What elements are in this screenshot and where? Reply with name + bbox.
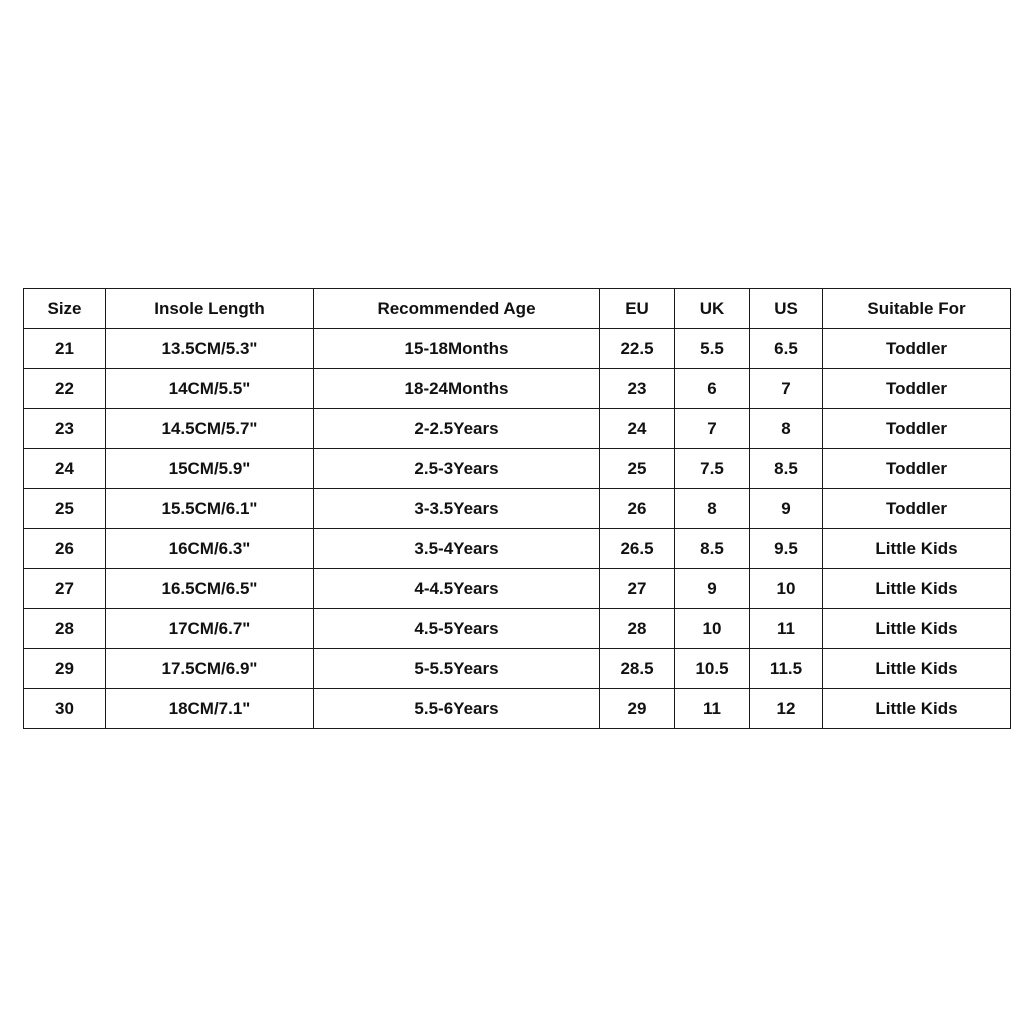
table-row: [24, 649, 1011, 689]
header-us: US: [750, 289, 823, 329]
cell-us: 9: [750, 489, 823, 529]
cell-size: 26: [24, 529, 106, 569]
header-uk: UK: [675, 289, 750, 329]
table-row: [24, 569, 1011, 609]
cell-eu: 27: [600, 569, 675, 609]
cell-recommended-age: 4-4.5Years: [314, 569, 600, 609]
header-suitable-for: Suitable For: [823, 289, 1011, 329]
header-insole-length: Insole Length: [106, 289, 314, 329]
cell-recommended-age: 3-3.5Years: [314, 489, 600, 529]
cell-suitable-for: Toddler: [823, 449, 1011, 489]
cell-insole-length: 17CM/6.7": [106, 609, 314, 649]
cell-eu: 26.5: [600, 529, 675, 569]
table-row: [24, 369, 1011, 409]
cell-suitable-for: Toddler: [823, 409, 1011, 449]
cell-insole-length: 14.5CM/5.7": [106, 409, 314, 449]
cell-recommended-age: 5-5.5Years: [314, 649, 600, 689]
cell-eu: 28.5: [600, 649, 675, 689]
cell-size: 23: [24, 409, 106, 449]
cell-eu: 25: [600, 449, 675, 489]
cell-suitable-for: Little Kids: [823, 569, 1011, 609]
cell-insole-length: 13.5CM/5.3": [106, 329, 314, 369]
cell-uk: 5.5: [675, 329, 750, 369]
cell-size: 27: [24, 569, 106, 609]
cell-us: 11.5: [750, 649, 823, 689]
cell-insole-length: 16CM/6.3": [106, 529, 314, 569]
cell-uk: 11: [675, 689, 750, 729]
cell-size: 22: [24, 369, 106, 409]
table-row: [24, 689, 1011, 729]
size-chart-table: [23, 288, 1011, 729]
cell-us: 12: [750, 689, 823, 729]
cell-suitable-for: Little Kids: [823, 609, 1011, 649]
cell-eu: 29: [600, 689, 675, 729]
cell-us: 7: [750, 369, 823, 409]
cell-size: 29: [24, 649, 106, 689]
cell-us: 11: [750, 609, 823, 649]
cell-suitable-for: Toddler: [823, 489, 1011, 529]
table-row: [24, 609, 1011, 649]
cell-uk: 9: [675, 569, 750, 609]
table-row: [24, 449, 1011, 489]
cell-us: 10: [750, 569, 823, 609]
table-row: [24, 529, 1011, 569]
cell-eu: 26: [600, 489, 675, 529]
cell-insole-length: 14CM/5.5": [106, 369, 314, 409]
cell-eu: 28: [600, 609, 675, 649]
cell-insole-length: 16.5CM/6.5": [106, 569, 314, 609]
cell-eu: 23: [600, 369, 675, 409]
cell-uk: 6: [675, 369, 750, 409]
cell-insole-length: 15CM/5.9": [106, 449, 314, 489]
cell-suitable-for: Little Kids: [823, 529, 1011, 569]
cell-us: 6.5: [750, 329, 823, 369]
cell-recommended-age: 2.5-3Years: [314, 449, 600, 489]
cell-recommended-age: 18-24Months: [314, 369, 600, 409]
cell-uk: 10: [675, 609, 750, 649]
cell-recommended-age: 15-18Months: [314, 329, 600, 369]
header-row: [24, 289, 1011, 329]
cell-us: 8: [750, 409, 823, 449]
cell-size: 28: [24, 609, 106, 649]
cell-eu: 24: [600, 409, 675, 449]
cell-insole-length: 15.5CM/6.1": [106, 489, 314, 529]
cell-recommended-age: 3.5-4Years: [314, 529, 600, 569]
cell-us: 8.5: [750, 449, 823, 489]
cell-uk: 7: [675, 409, 750, 449]
cell-uk: 10.5: [675, 649, 750, 689]
header-size: Size: [24, 289, 106, 329]
cell-insole-length: 17.5CM/6.9": [106, 649, 314, 689]
header-eu: EU: [600, 289, 675, 329]
cell-uk: 8: [675, 489, 750, 529]
cell-uk: 8.5: [675, 529, 750, 569]
cell-eu: 22.5: [600, 329, 675, 369]
table-row: [24, 489, 1011, 529]
cell-suitable-for: Toddler: [823, 329, 1011, 369]
cell-suitable-for: Toddler: [823, 369, 1011, 409]
cell-recommended-age: 4.5-5Years: [314, 609, 600, 649]
cell-size: 30: [24, 689, 106, 729]
table-row: [24, 329, 1011, 369]
cell-us: 9.5: [750, 529, 823, 569]
cell-size: 24: [24, 449, 106, 489]
header-recommended-age: Recommended Age: [314, 289, 600, 329]
cell-recommended-age: 2-2.5Years: [314, 409, 600, 449]
cell-recommended-age: 5.5-6Years: [314, 689, 600, 729]
cell-size: 25: [24, 489, 106, 529]
cell-insole-length: 18CM/7.1": [106, 689, 314, 729]
cell-uk: 7.5: [675, 449, 750, 489]
cell-size: 21: [24, 329, 106, 369]
cell-suitable-for: Little Kids: [823, 649, 1011, 689]
cell-suitable-for: Little Kids: [823, 689, 1011, 729]
table-row: [24, 409, 1011, 449]
